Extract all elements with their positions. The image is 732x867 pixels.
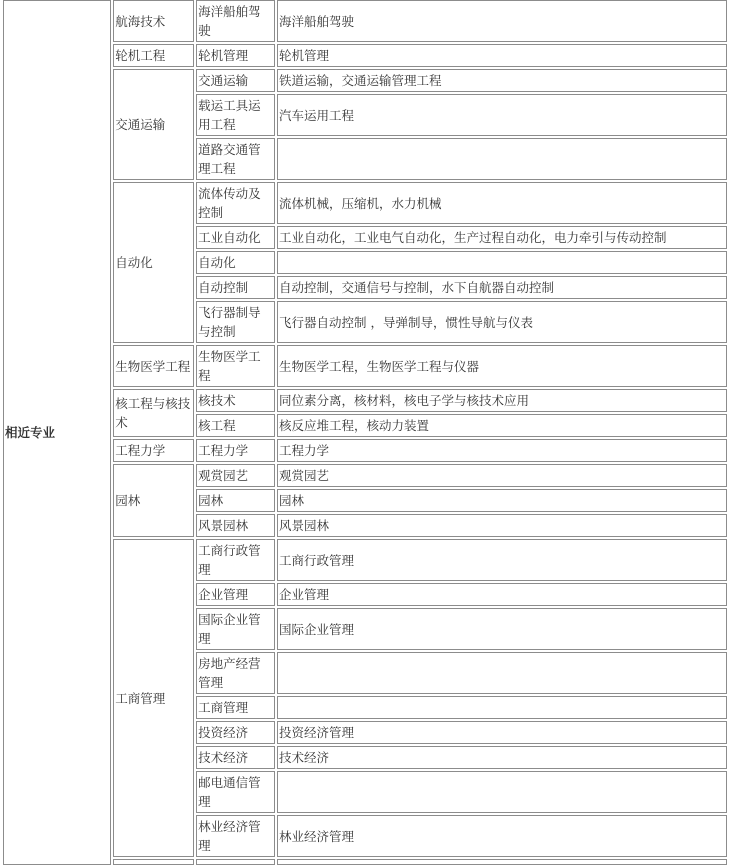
- major-cell: 轮机管理: [196, 44, 275, 67]
- related-cell: [277, 251, 727, 274]
- related-cell: [277, 696, 727, 719]
- table-row: [3, 0, 727, 42]
- table-row: [3, 439, 727, 462]
- related-cell: 流体机械，压缩机，水力机械: [277, 182, 727, 224]
- related-cell: 飞行器自动控制 ，导弹制导，惯性导航与仪表: [277, 301, 727, 343]
- table-row: [3, 771, 727, 813]
- table-row: [3, 345, 727, 387]
- major-cell: 工商管理: [196, 696, 275, 719]
- related-cell: [277, 138, 727, 180]
- empty-cell: [277, 859, 727, 865]
- table-row: [3, 94, 727, 136]
- table-row: [3, 583, 727, 606]
- related-cell: 核反应堆工程，核动力装置: [277, 414, 727, 437]
- related-cell: 风景园林: [277, 514, 727, 537]
- major-cell: 载运工具运用工程: [196, 94, 275, 136]
- major-cell: 工商行政管理: [196, 539, 275, 581]
- related-cell: 观赏园艺: [277, 464, 727, 487]
- major-cell: 工业自动化: [196, 226, 275, 249]
- table-row: [3, 414, 727, 437]
- major-cell: 飞行器制导与控制: [196, 301, 275, 343]
- major-cell: 核工程: [196, 414, 275, 437]
- table-row: [3, 464, 727, 487]
- category-cell: 工商管理: [113, 539, 194, 857]
- major-cell: 技术经济: [196, 746, 275, 769]
- empty-cell: [113, 859, 194, 865]
- related-cell: 汽车运用工程: [277, 94, 727, 136]
- category-cell: 工程力学: [113, 439, 194, 462]
- group-label-cell: 相近专业: [3, 0, 111, 865]
- major-cell: 自动控制: [196, 276, 275, 299]
- table-row: [3, 276, 727, 299]
- major-cell: 园林: [196, 489, 275, 512]
- major-cell: 房地产经营管理: [196, 652, 275, 694]
- major-cell: 流体传动及控制: [196, 182, 275, 224]
- major-cell: 核技术: [196, 389, 275, 412]
- related-cell: 企业管理: [277, 583, 727, 606]
- table-row: [3, 721, 727, 744]
- major-cell: 风景园林: [196, 514, 275, 537]
- table-row: [3, 138, 727, 180]
- table-row: [3, 652, 727, 694]
- related-cell: 园林: [277, 489, 727, 512]
- category-cell: 核工程与核技术: [113, 389, 194, 437]
- category-cell: 园林: [113, 464, 194, 537]
- major-cell: 企业管理: [196, 583, 275, 606]
- majors-table-body: [3, 0, 727, 865]
- related-cell: 技术经济: [277, 746, 727, 769]
- major-cell: 道路交通管理工程: [196, 138, 275, 180]
- related-cell: 生物医学工程，生物医学工程与仪器: [277, 345, 727, 387]
- related-cell: 林业经济管理: [277, 815, 727, 857]
- table-row: [3, 514, 727, 537]
- major-cell: 海洋船舶驾驶: [196, 0, 275, 42]
- related-cell: 工商行政管理: [277, 539, 727, 581]
- table-row: [3, 539, 727, 581]
- table-row: [3, 226, 727, 249]
- major-cell: 自动化: [196, 251, 275, 274]
- related-cell: 自动控制，交通信号与控制，水下自航器自动控制: [277, 276, 727, 299]
- related-cell: 轮机管理: [277, 44, 727, 67]
- related-cell: 工程力学: [277, 439, 727, 462]
- major-cell: 生物医学工程: [196, 345, 275, 387]
- category-cell: 生物医学工程: [113, 345, 194, 387]
- table-row-stub: [3, 859, 727, 865]
- related-cell: 铁道运输，交通运输管理工程: [277, 69, 727, 92]
- related-cell: [277, 652, 727, 694]
- major-cell: 交通运输: [196, 69, 275, 92]
- related-cell: 工业自动化，工业电气自动化，生产过程自动化，电力牵引与传动控制: [277, 226, 727, 249]
- related-cell: 投资经济管理: [277, 721, 727, 744]
- category-cell: 航海技术: [113, 0, 194, 42]
- table-row: [3, 44, 727, 67]
- empty-cell: [196, 859, 275, 865]
- category-cell: 自动化: [113, 182, 194, 343]
- related-cell: [277, 771, 727, 813]
- table-row: [3, 815, 727, 857]
- majors-table: [1, 0, 729, 867]
- table-row: [3, 182, 727, 224]
- table-row: [3, 301, 727, 343]
- major-cell: 林业经济管理: [196, 815, 275, 857]
- category-cell: 交通运输: [113, 69, 194, 180]
- major-cell: 投资经济: [196, 721, 275, 744]
- related-cell: 同位素分离，核材料，核电子学与核技术应用: [277, 389, 727, 412]
- table-row: [3, 389, 727, 412]
- major-cell: 工程力学: [196, 439, 275, 462]
- table-row: [3, 489, 727, 512]
- table-row: [3, 696, 727, 719]
- major-cell: 国际企业管理: [196, 608, 275, 650]
- related-cell: 国际企业管理: [277, 608, 727, 650]
- category-cell: 轮机工程: [113, 44, 194, 67]
- table-row: [3, 746, 727, 769]
- table-row: [3, 69, 727, 92]
- table-row: [3, 608, 727, 650]
- related-cell: 海洋船舶驾驶: [277, 0, 727, 42]
- major-cell: 观赏园艺: [196, 464, 275, 487]
- table-row: [3, 251, 727, 274]
- major-cell: 邮电通信管理: [196, 771, 275, 813]
